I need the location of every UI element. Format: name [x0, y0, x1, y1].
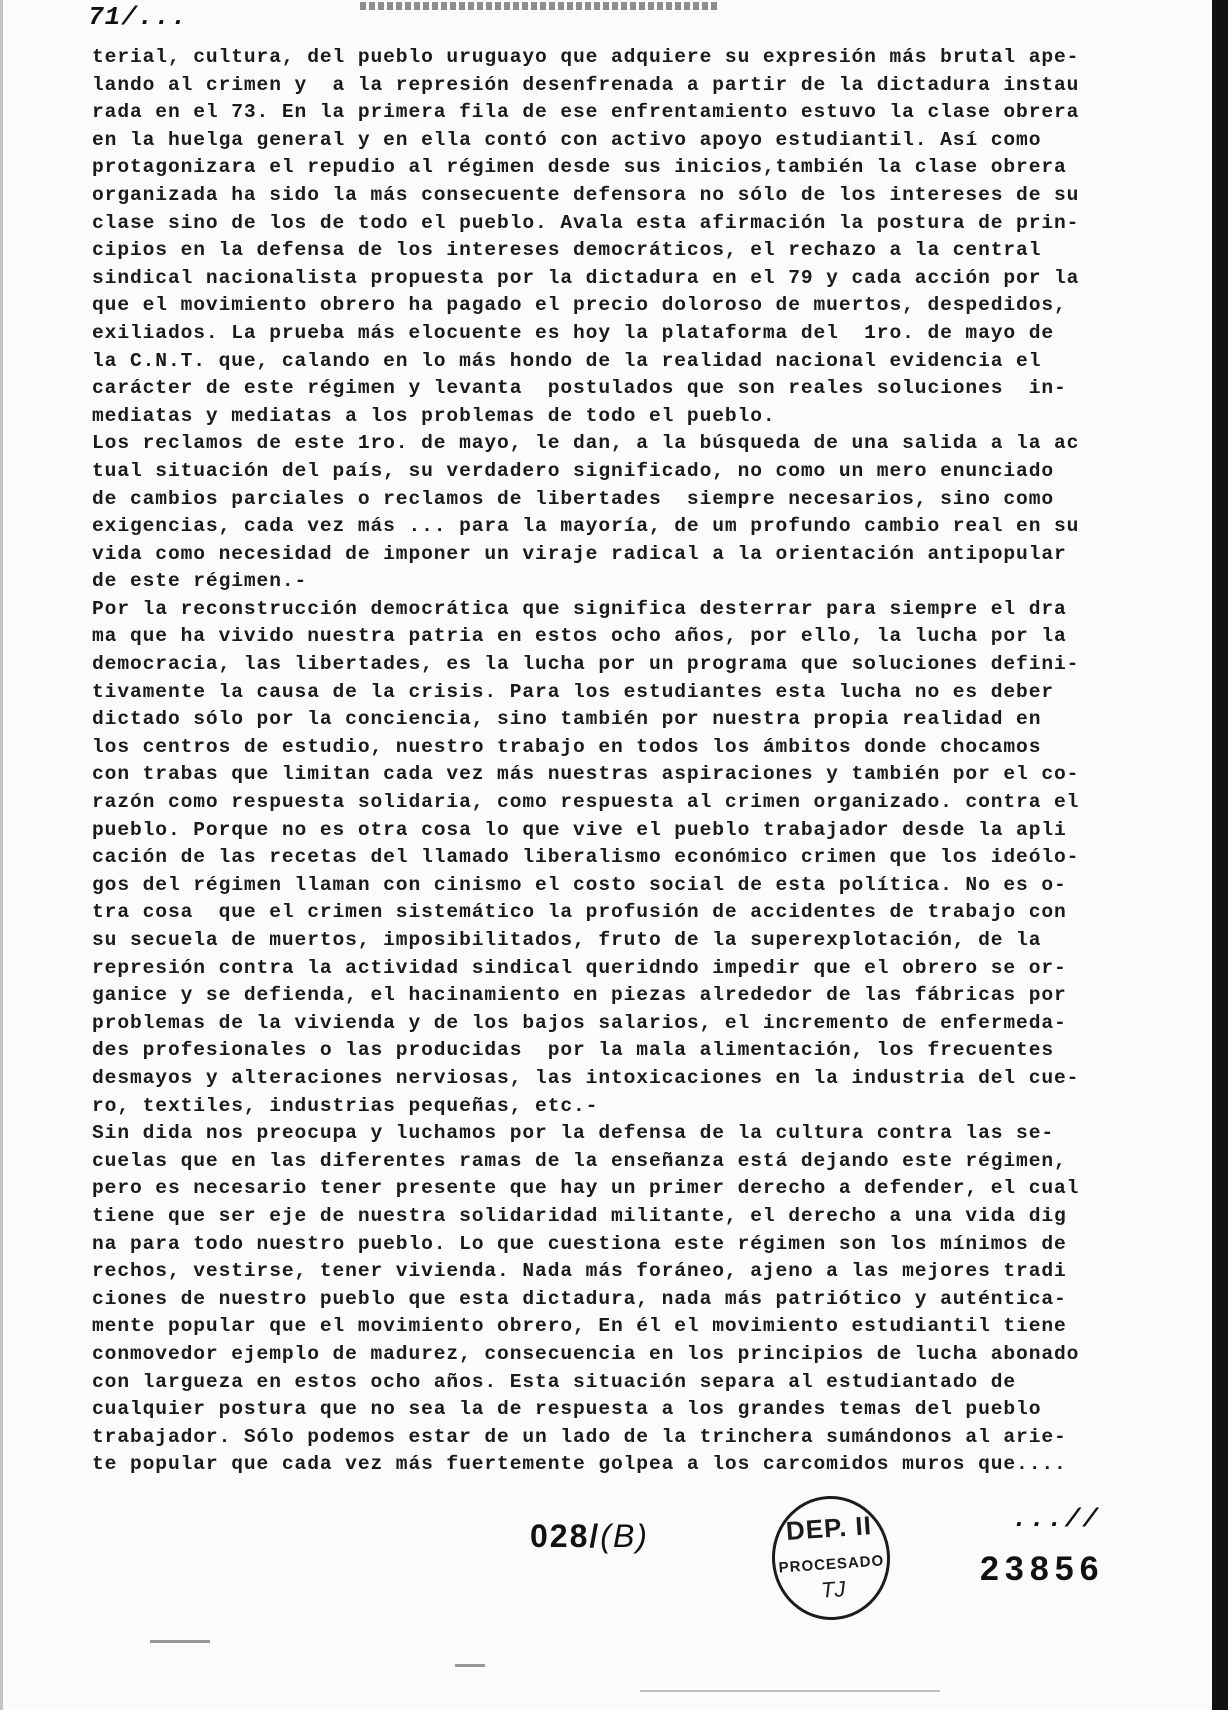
scan-right-edge — [1212, 0, 1228, 1710]
text-line: problemas de la vivienda y de los bajos salarios, el incremento de enfermeda- — [92, 1011, 1067, 1034]
body-text — [92, 44, 1192, 1479]
text-line: rechos, vestirse, tener vivienda. Nada más foráneo, ajeno a las mejores tradi — [92, 1260, 1067, 1283]
text-line: con largueza en estos ocho años. Esta situación separa al estudiantado de — [92, 1370, 1017, 1393]
text-line: na para todo nuestro pueblo. Lo que cuestiona este régimen son los mínimos de — [92, 1232, 1067, 1255]
text-line: dictado sólo por la conciencia, sino también por nuestra propia realidad en — [92, 708, 1042, 731]
text-line: mente popular que el movimiento obrero, En él el movimiento estudiantil tiene — [92, 1315, 1067, 1338]
text-line: de este régimen.- — [92, 570, 308, 593]
text-line: terial, cultura, del pueblo uruguayo que adquiere su expresión más brutal ape- — [92, 46, 1080, 68]
text-line: exigencias, cada vez más ... para la mayoría, de um profundo cambio real en su — [92, 515, 1080, 538]
top-smudge — [360, 2, 720, 10]
processed-stamp-label: PROCESADO — [778, 1552, 885, 1577]
text-line: lando al crimen y a la represión desenfrenada a partir de la dictadura instau — [92, 73, 1080, 96]
text-line: tual situación del país, su verdadero significado, no como un mero enunciado — [92, 459, 1055, 482]
text-line: rada en el 73. En la primera fila de ese enfrentamiento estuvo la clase obrera — [92, 101, 1080, 124]
text-line: carácter de este régimen y levanta postulados que son reales soluciones in- — [92, 377, 1067, 400]
continuation-mark: ...// — [1012, 1504, 1101, 1534]
text-line: Por la reconstrucción democrática que significa desterrar para siempre el dra — [92, 597, 1067, 620]
text-line: organizada ha sido la más consecuente defensora no sólo de los intereses de su — [92, 183, 1080, 206]
text-line: cipios en la defensa de los intereses democráticos, el rechazo a la central — [92, 239, 1042, 262]
text-line: vida como necesidad de imponer un viraje radical a la orientación antipopular — [92, 542, 1067, 565]
text-line: desmayos y alteraciones nerviosas, las intoxicaciones en la industria del cue- — [92, 1066, 1080, 1089]
stamp-number-main: 028/ — [530, 1518, 601, 1554]
text-line: la C.N.T. que, calando en lo más hondo de la realidad nacional evidencia el — [92, 349, 1042, 372]
scan-speck — [150, 1640, 210, 1643]
stamp-number-suffix: (B) — [600, 1518, 649, 1554]
text-line: pero es necesario tener presente que hay un primer derecho a defender, el cual — [92, 1177, 1080, 1200]
text-line: ma que ha vivido nuestra patria en estos ocho años, por ello, la lucha por la — [92, 625, 1067, 648]
text-line: sindical nacionalista propuesta por la dictadura en el 79 y cada acción por la — [92, 266, 1080, 289]
text-line: con trabas que limitan cada vez más nuestras aspiraciones y también por el co- — [92, 763, 1080, 786]
processed-stamp-initials: TJ — [820, 1576, 847, 1603]
text-line: ciones de nuestro pueblo que esta dictadura, nada más patriótico y auténtica- — [92, 1287, 1067, 1310]
scan-speck — [640, 1690, 940, 1692]
text-line: trabajador. Sólo podemos estar de un lado de la trinchera sumándonos al arie- — [92, 1425, 1067, 1448]
scan-speck — [455, 1664, 485, 1667]
text-line: que el movimiento obrero ha pagado el precio doloroso de muertos, despedidos, — [92, 294, 1067, 317]
page-marker: 71/... — [88, 2, 188, 32]
text-line: protagonizara el repudio al régimen desde sus inicios,también la clase obrera — [92, 156, 1067, 179]
text-line: tiene que ser eje de nuestra solidaridad militante, el derecho a una vida dig — [92, 1204, 1067, 1227]
text-line: cualquier postura que no sea la de respuesta a los grandes temas del pueblo — [92, 1398, 1042, 1421]
processed-stamp — [768, 1492, 894, 1624]
text-line: des profesionales o las producidas por la mala alimentación, los frecuentes — [92, 1039, 1055, 1062]
text-line: ro, textiles, industrias pequeñas, etc.- — [92, 1094, 599, 1117]
text-line: en la huelga general y en ella contó con activo apoyo estudiantil. Así como — [92, 128, 1042, 151]
text-line: razón como respuesta solidaria, como respuesta al crimen organizado. contra el — [92, 791, 1080, 814]
processed-stamp-title: DEP. II — [784, 1510, 873, 1547]
text-line: tivamente la causa de la crisis. Para los estudiantes esta lucha no es deber — [92, 680, 1055, 703]
text-line: de cambios parciales o reclamos de libertades siempre necesarios, sino como — [92, 487, 1055, 510]
text-line: te popular que cada vez más fuertemente golpea a los carcomidos muros que.... — [92, 1453, 1067, 1476]
text-line: los centros de estudio, nuestro trabajo en todos los ámbitos donde chocamos — [92, 735, 1042, 758]
text-line: conmovedor ejemplo de madurez, consecuencia en los principios de lucha abonado — [92, 1342, 1080, 1365]
serial-number: 23856 — [980, 1550, 1105, 1588]
text-line: pueblo. Porque no es otra cosa lo que vive el pueblo trabajador desde la apli — [92, 818, 1067, 841]
text-line: cuelas que en las diferentes ramas de la enseñanza está dejando este régimen, — [92, 1149, 1067, 1172]
text-line: gos del régimen llaman con cinismo el costo social de esta política. No es o- — [92, 873, 1067, 896]
text-line: mediatas y mediatas a los problemas de todo el pueblo. — [92, 404, 776, 427]
text-line: Sin dida nos preocupa y luchamos por la defensa de la cultura contra las se- — [92, 1122, 1055, 1145]
text-line: Los reclamos de este 1ro. de mayo, le dan, a la búsqueda de una salida a la ac — [92, 432, 1080, 455]
text-line: tra cosa que el crimen sistemático la profusión de accidentes de trabajo con — [92, 901, 1067, 924]
stamp-number — [530, 1518, 649, 1555]
text-line: clase sino de los de todo el pueblo. Avala esta afirmación la postura de prin- — [92, 211, 1080, 234]
text-line: exiliados. La prueba más elocuente es hoy la plataforma del 1ro. de mayo de — [92, 321, 1055, 344]
text-line: cación de las recetas del llamado liberalismo económico crimen que los ideólo- — [92, 846, 1080, 869]
scan-left-edge — [0, 0, 18, 1710]
text-line: democracia, las libertades, es la lucha por un programa que soluciones defini- — [92, 653, 1080, 676]
text-line: su secuela de muertos, imposibilitados, fruto de la superexplotación, de la — [92, 929, 1042, 951]
text-line: ganice y se defienda, el hacinamiento en piezas alrededor de las fábricas por — [92, 984, 1067, 1007]
text-line: represión contra la actividad sindical queridndo impedir que el obrero se or- — [92, 956, 1067, 979]
